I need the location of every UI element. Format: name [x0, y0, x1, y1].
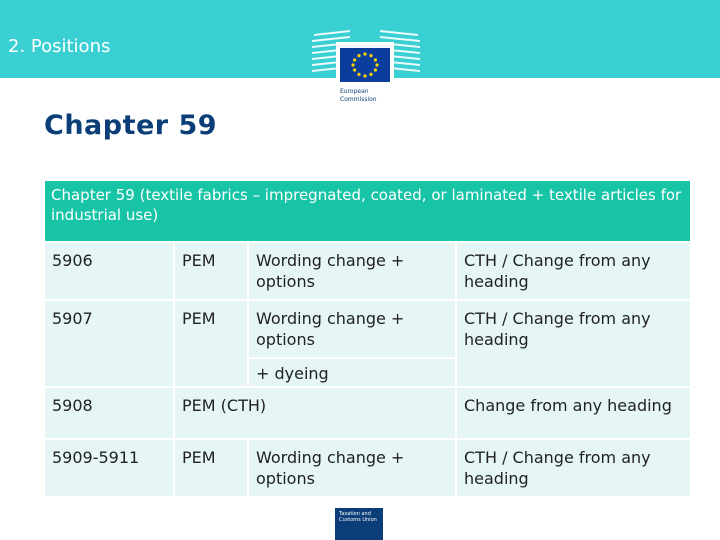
- rule-cell: PEM: [174, 242, 248, 300]
- note-cell: Wording change + options: [248, 439, 456, 497]
- table-row: [44, 439, 691, 497]
- section-label: 2. Positions: [8, 36, 111, 57]
- page-title: Chapter 59: [44, 110, 218, 141]
- note-extra-cell: + dyeing: [248, 358, 456, 387]
- code-cell: 5908: [44, 387, 174, 439]
- note-cell: Wording change + options: [248, 300, 456, 358]
- alt-rule-cell: CTH / Change from any heading: [456, 300, 691, 387]
- logo-panel: [336, 42, 394, 116]
- alt-rule-cell: Change from any heading: [456, 387, 691, 439]
- rules-table: [43, 179, 692, 498]
- footer-logo-line1: Taxation and: [339, 511, 371, 517]
- table-header-cell: Chapter 59 (textile fabrics – impregnated, coated, or laminated + textile articles for industrial use): [44, 180, 691, 242]
- code-cell: 5907: [44, 300, 174, 387]
- european-commission-logo: [310, 18, 422, 102]
- table-row: [44, 242, 691, 300]
- alt-rule-cell: CTH / Change from any heading: [456, 242, 691, 300]
- table-header-row: [44, 180, 691, 242]
- table-row: [44, 387, 691, 439]
- rule-cell: PEM: [174, 300, 248, 387]
- logo-text-european: European: [340, 88, 369, 95]
- eu-flag-icon: [336, 46, 394, 86]
- rule-cell: PEM (CTH): [174, 387, 456, 439]
- alt-rule-cell: CTH / Change from any heading: [456, 439, 691, 497]
- note-cell: Wording change + options: [248, 242, 456, 300]
- rule-cell: PEM: [174, 439, 248, 497]
- logo-text-commission: Commission: [340, 96, 377, 103]
- code-cell: 5909-5911: [44, 439, 174, 497]
- footer-logo-line2: Customs Union: [339, 517, 377, 523]
- taxation-customs-logo: [335, 508, 383, 540]
- table-row: [44, 300, 691, 358]
- code-cell: 5906: [44, 242, 174, 300]
